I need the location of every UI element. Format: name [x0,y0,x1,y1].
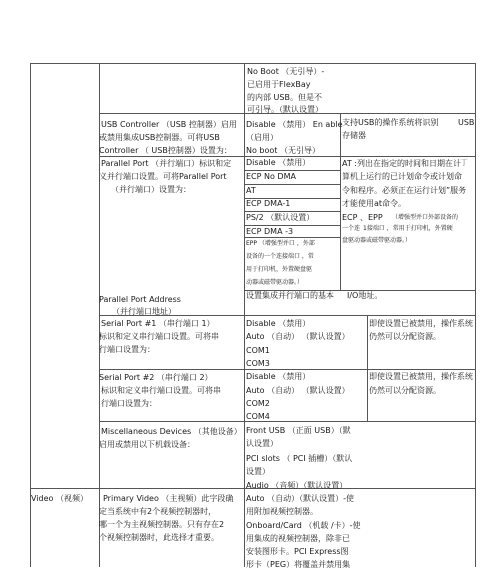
parallel-address-note: I/O地址。 [347,291,383,300]
misc-devices-label-line: Miscellaneous Devices （其他设备） [101,427,242,436]
parallel-port-setting: ECP DMA-1 [246,199,291,208]
primary-video-setting: 用集成的视频控制器，除非已 [246,534,350,543]
usb-setting-line: （启用） [246,133,278,142]
settings-separator [244,237,340,238]
column-divider-3 [340,113,341,291]
parallel-address-label-line: Parallel Port Address [99,295,181,304]
misc-devices-setting: Audio （音频）（默认设置） [246,481,348,490]
primary-video-label-line: Primary Video （主视频）此字段确 [103,494,234,503]
parallel-port-setting: ECP DMA -3 [246,227,294,236]
epp-description-line: EPP （增强型并口 ，外部 [246,240,315,247]
serial1-label-line: Serial Port #1 （串行端口 1） [101,319,215,328]
ecp-epp-note-line: （增强型并口外部设备的 [392,214,459,221]
serial2-setting: Disable （禁用） [246,372,311,381]
row-separator [99,369,475,370]
serial2-setting: COM4 [246,412,270,421]
primary-video-setting: Auto （自动）（默认设置）-使 [246,494,355,503]
misc-devices-setting: PCI slots （ PCI 插槽）（默认 [246,454,353,463]
usb-label-line: USB Controller （USB 控制器）启用 [101,120,237,129]
primary-video-label-line: 定当系统中有2个视频控制器时， [99,507,217,516]
primary-video-setting: 形卡（PEG）将覆盖并禁用集 [246,560,351,569]
parallel-port-note-line: 算机上运行的已计划命令或计划命 [342,172,462,181]
boot-setting-line: No Boot （无引导）- [247,67,325,76]
video-category: Video （视频） [31,494,88,503]
serial1-label-line: 标识和定义串行端口设置。可将串 [99,332,219,341]
usb-note-line: 存储器 [342,131,366,140]
usb-note-line: 支持USB的操作系统将识别 [342,118,439,127]
parallel-port-setting: PS/2 （默认设置） [246,213,315,222]
misc-devices-setting: 认设置） [246,439,278,448]
parallel-port-setting: ECP No DMA [246,172,296,181]
usb-label-line: 或禁用集成USB控制器。可将USB [99,133,220,142]
ecp-epp-note-line: ECP 、EPP [342,213,383,222]
serial1-setting: Auto （自动） （默认设置） [246,332,350,341]
parallel-address-label-line: （并行端口地址） [112,307,176,316]
parallel-port-label-line: （并行端口）设置为： [111,185,191,194]
parallel-port-note-line: AT :列出在指定的时间和日期在计 [342,159,461,168]
parallel-address-note: 设置集成并行端口的基本 [246,291,334,300]
serial1-setting: COM3 [246,359,270,368]
serial2-note-line: 即使设置已被禁用，操作系统 [369,372,473,381]
serial2-label-line: 行端口设置为： [101,399,157,408]
primary-video-setting: 用附加视频控制器。 [246,507,318,516]
serial1-note-line: 仍然可以分配资源。 [369,332,441,341]
usb-note-line: USB [458,118,475,127]
primary-video-setting: Onboard/Card （机载 /卡）-使 [246,521,361,530]
parallel-port-label-line: Parallel Port （并行端口）标识和定 [101,159,232,168]
epp-description-line: 设备的一个连接端口 ，常 [246,253,314,260]
row-separator [99,421,475,422]
parallel-port-label-line: 义并行端口设置。可将Parallel Port [99,172,227,181]
ecp-epp-note-line: 一个连 [342,225,361,232]
primary-video-label-line: 个视频控制器时，此选择才重要。 [99,533,219,542]
parallel-port-note-line: 令和程序。必须正在运行计划”服务 [342,186,467,195]
misc-devices-setting: Front USB （正面 USB）（默 [246,426,351,435]
epp-description-line: 动器或磁带驱动器。） [246,279,304,286]
table-right-border [475,64,476,567]
usb-label-line: Controller （ USB控制器）设置为： [99,146,232,155]
boot-setting-line: 已启用于FlexBay [247,80,311,89]
serial1-setting: Disable （禁用） [246,319,311,328]
misc-devices-label-line: 启用或禁用以下机载设备： [99,440,195,449]
serial2-note-line: 仍然可以分配资源。 [369,386,441,395]
ecp-epp-note-line: 盘驱动器或磁带驱动器。） [342,237,412,244]
boot-setting-line: 可引导。（默认设置） [247,105,323,114]
serial2-setting: COM2 [246,399,270,408]
settings-separator [244,184,340,185]
serial1-label-line: 行端口设置为： [99,345,155,354]
parallel-port-note-line: 丁 [460,158,468,167]
serial2-setting: Auto （自动） （默认设置） [246,386,350,395]
epp-description-line: 用于打印机，外置硬盘驱 [246,266,313,273]
boot-setting-line: 的内部 USB。但是不 [247,93,322,102]
serial1-setting: COM1 [246,346,270,355]
parallel-port-setting: AT [246,186,256,195]
usb-setting-line: No boot （无引导） [246,146,320,155]
misc-devices-setting: 设置） [246,467,270,476]
column-divider-3b [367,315,368,421]
serial2-label-line: 标识和定义串行端口设置。可将串 [101,386,221,395]
parallel-port-setting: Disable （禁用） [246,158,311,167]
usb-setting-line: Disable （禁用） En able [246,120,343,129]
ecp-epp-note-line: 1接端口 ，常用于打印机，外置硬 [363,225,453,232]
serial2-label-line: Serial Port #2 （串行端口 2） [99,373,213,382]
primary-video-label-line: 哪一个为主视频控制器。只有存在2 [99,520,225,529]
serial1-note-line: 即使设置已被禁用，操作系统 [369,319,473,328]
parallel-port-note-line: 才能使用at命令。 [342,199,407,208]
primary-video-setting: 安装图形卡。PCI Express图 [246,547,349,556]
